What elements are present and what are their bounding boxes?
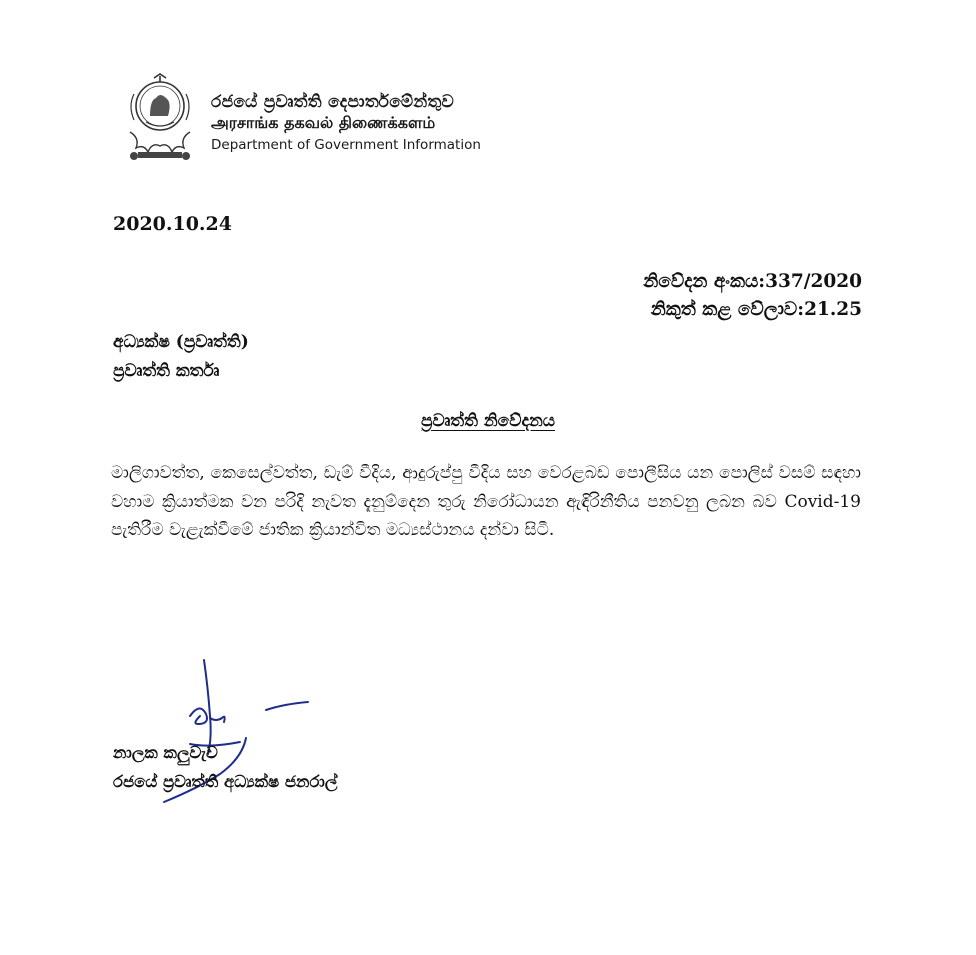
department-name-tamil: அரசாங்க தகவல் திணைக்களம் [211,113,436,132]
department-name-english: Department of Government Information [211,137,481,153]
signatory-block [113,738,337,796]
document-heading [0,411,976,431]
release-number: නිවේදන අංකය:337/2020 [643,271,862,292]
sri-lanka-emblem-icon [120,72,200,162]
letterhead [108,72,508,164]
signatory-title: රජයේ ප්‍රවෘත්ති අධ්‍යක්ෂ ජනරාල් [113,772,338,791]
release-time: නිකුත් කළ වේලාව:21.25 [650,299,862,320]
department-name-sinhala: රජයේ ප්‍රවෘත්ති දෙපාර්තමේන්තුව [211,92,455,112]
body-paragraph: මාලිගාවත්ත, කෙසෙල්වත්ත, ඩැම් වීදිය, ආදුරුප්පු වීදිය සහ වෙරළබඩ පොලීසිය යන පොලිස් වසම් සඳහා වහාම ක්‍රියාත්මක වන පරිදි නැවත දැනුම්දෙන තුරු නිරෝධායන ඇඳිරිනීතිය පනවනු ලබන බව Covid-19 පැතිරීම වැළැක්වීමේ ජාතික ක්‍රියාන්විත මධ්‍යස්ථානය දන්වා සිටී. [111,463,861,540]
signatory-name: නාලක කලුවැව [113,743,218,762]
addressee-line-2: ප්‍රවෘත්ති කර්තෘ [113,361,220,381]
letterhead-text [211,92,481,153]
heading-text: ප්‍රවෘත්ති නිවේදනය [420,411,556,431]
release-date: 2020.10.24 [113,213,232,235]
reference-block [643,268,862,324]
addressee-block [113,328,249,386]
addressee-line-1: අධ්‍යක්ෂ (ප්‍රවෘත්ති) [113,332,249,352]
